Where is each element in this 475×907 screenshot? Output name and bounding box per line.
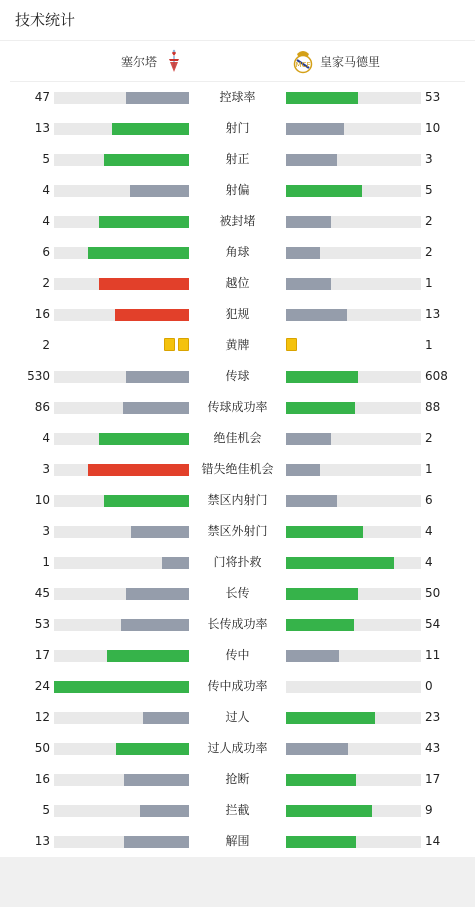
home-value: 10 xyxy=(34,493,50,507)
away-bar-track xyxy=(286,495,421,507)
away-value: 2 xyxy=(425,431,433,445)
away-value: 1 xyxy=(425,276,433,290)
away-bar-track xyxy=(286,216,421,228)
stat-row xyxy=(0,764,475,795)
home-value: 4 xyxy=(42,214,50,228)
home-bar-fill xyxy=(115,309,189,321)
away-team-name: 皇家马德里 xyxy=(320,54,381,69)
home-bar-track xyxy=(54,278,189,290)
home-bar-fill xyxy=(88,464,189,476)
home-value: 4 xyxy=(42,431,50,445)
home-value: 45 xyxy=(34,586,50,600)
away-value: 9 xyxy=(425,803,433,817)
home-bar-fill xyxy=(104,495,189,507)
away-bar-fill xyxy=(286,743,348,755)
home-bar-track xyxy=(54,557,189,569)
home-bar-track xyxy=(54,774,189,786)
home-value: 2 xyxy=(42,338,50,352)
stat-row xyxy=(0,640,475,671)
home-bar-fill xyxy=(126,371,189,383)
home-value: 13 xyxy=(34,121,50,135)
away-value: 88 xyxy=(425,400,441,414)
away-bar-fill xyxy=(286,402,355,414)
away-value: 10 xyxy=(425,121,441,135)
stat-row xyxy=(0,361,475,392)
away-bar-fill xyxy=(286,774,356,786)
home-bar-fill xyxy=(112,123,189,135)
stat-row xyxy=(0,237,475,268)
stat-label: 射正 xyxy=(225,152,250,166)
stat-label: 控球率 xyxy=(219,90,256,104)
stat-row xyxy=(0,268,475,299)
home-value: 50 xyxy=(34,741,50,755)
stat-row xyxy=(0,671,475,702)
stat-row xyxy=(0,144,475,175)
home-team[interactable] xyxy=(121,41,185,81)
away-bar-fill xyxy=(286,650,339,662)
away-bar-track xyxy=(286,588,421,600)
stat-row xyxy=(0,547,475,578)
home-bar-track xyxy=(54,92,189,104)
away-bar-fill xyxy=(286,712,375,724)
home-value: 13 xyxy=(34,834,50,848)
stat-label: 被封堵 xyxy=(219,214,256,228)
away-bar-track xyxy=(286,433,421,445)
home-bar-fill xyxy=(143,712,189,724)
away-yellow-cards xyxy=(286,338,297,351)
home-bar-fill xyxy=(162,557,189,569)
away-bar-track xyxy=(286,247,421,259)
home-bar-track xyxy=(54,526,189,538)
stat-label: 犯规 xyxy=(225,307,250,321)
stat-label: 射门 xyxy=(225,121,250,135)
away-bar-fill xyxy=(286,371,358,383)
away-bar-track xyxy=(286,650,421,662)
stat-label: 传中 xyxy=(225,648,250,662)
teams-header xyxy=(10,41,465,82)
home-value: 1 xyxy=(42,555,50,569)
stat-label: 越位 xyxy=(225,276,250,290)
home-value: 530 xyxy=(27,369,50,383)
home-bar-track xyxy=(54,588,189,600)
stat-row xyxy=(0,733,475,764)
stat-label: 传球成功率 xyxy=(207,400,268,414)
away-bar-fill xyxy=(286,619,354,631)
stat-row xyxy=(0,702,475,733)
home-value: 17 xyxy=(34,648,50,662)
away-bar-track xyxy=(286,123,421,135)
away-value: 11 xyxy=(425,648,441,662)
away-bar-fill xyxy=(286,185,362,197)
away-bar-track xyxy=(286,681,421,693)
home-bar-track xyxy=(54,433,189,445)
stat-label: 错失绝佳机会 xyxy=(201,462,274,476)
home-value: 5 xyxy=(42,152,50,166)
home-value: 16 xyxy=(34,772,50,786)
home-bar-track xyxy=(54,185,189,197)
home-value: 6 xyxy=(42,245,50,259)
away-team[interactable] xyxy=(292,41,380,81)
stat-row xyxy=(0,82,475,113)
yellow-card-icon xyxy=(178,338,189,351)
away-bar-track xyxy=(286,557,421,569)
away-value: 608 xyxy=(425,369,448,383)
stat-row xyxy=(0,423,475,454)
away-bar-track xyxy=(286,154,421,166)
stat-label: 绝佳机会 xyxy=(213,431,262,445)
stat-row xyxy=(0,578,475,609)
home-bar-fill xyxy=(116,743,189,755)
away-bar-fill xyxy=(286,278,331,290)
stat-label: 角球 xyxy=(225,245,250,259)
home-bar-fill xyxy=(123,402,189,414)
away-bar-fill xyxy=(286,805,372,817)
stat-label: 抢断 xyxy=(225,772,250,786)
stat-row xyxy=(0,113,475,144)
away-bar-track xyxy=(286,309,421,321)
stat-row xyxy=(0,826,475,857)
stat-label: 长传成功率 xyxy=(207,617,268,631)
stat-row xyxy=(0,175,475,206)
away-bar-fill xyxy=(286,154,337,166)
away-value: 3 xyxy=(425,152,433,166)
away-bar-track xyxy=(286,836,421,848)
home-bar-track xyxy=(54,836,189,848)
celta-crest-icon xyxy=(163,48,185,74)
away-bar-fill xyxy=(286,247,320,259)
stat-row xyxy=(0,330,475,361)
home-value: 53 xyxy=(34,617,50,631)
away-value: 23 xyxy=(425,710,441,724)
away-value: 13 xyxy=(425,307,441,321)
home-bar-fill xyxy=(88,247,189,259)
away-bar-fill xyxy=(286,433,331,445)
home-bar-fill xyxy=(131,526,189,538)
away-bar-track xyxy=(286,712,421,724)
yellow-card-icon xyxy=(286,338,297,351)
stat-label: 禁区内射门 xyxy=(207,493,268,507)
away-bar-fill xyxy=(286,216,331,228)
home-bar-fill xyxy=(140,805,189,817)
away-bar-fill xyxy=(286,309,347,321)
away-bar-fill xyxy=(286,588,358,600)
stat-label: 禁区外射门 xyxy=(207,524,268,538)
stat-label: 拦截 xyxy=(225,803,250,817)
home-bar-fill xyxy=(54,681,189,693)
stat-row xyxy=(0,454,475,485)
home-bar-fill xyxy=(124,774,189,786)
home-bar-fill xyxy=(104,154,189,166)
stat-row xyxy=(0,609,475,640)
home-bar-fill xyxy=(99,216,189,228)
away-value: 1 xyxy=(425,462,433,476)
home-team-name: 塞尔塔 xyxy=(120,54,157,69)
away-value: 1 xyxy=(425,338,433,352)
away-value: 54 xyxy=(425,617,441,631)
home-bar-track xyxy=(54,309,189,321)
home-bar-fill xyxy=(126,588,189,600)
away-bar-track xyxy=(286,619,421,631)
away-bar-fill xyxy=(286,836,356,848)
away-value: 5 xyxy=(425,183,433,197)
away-bar-track xyxy=(286,185,421,197)
home-bar-fill xyxy=(126,92,189,104)
away-value: 4 xyxy=(425,555,433,569)
stats-list xyxy=(0,82,475,857)
home-value: 2 xyxy=(42,276,50,290)
stat-label: 过人 xyxy=(225,710,250,724)
away-bar-track xyxy=(286,774,421,786)
away-bar-fill xyxy=(286,92,358,104)
home-bar-track xyxy=(54,619,189,631)
yellow-card-icon xyxy=(164,338,175,351)
away-bar-track xyxy=(286,743,421,755)
away-bar-track xyxy=(286,526,421,538)
home-value: 4 xyxy=(42,183,50,197)
away-bar-fill xyxy=(286,526,363,538)
home-bar-track xyxy=(54,154,189,166)
away-bar-track xyxy=(286,402,421,414)
home-value: 3 xyxy=(42,462,50,476)
home-value: 16 xyxy=(34,307,50,321)
away-value: 43 xyxy=(425,741,441,755)
away-value: 14 xyxy=(425,834,441,848)
stat-row xyxy=(0,206,475,237)
home-bar-track xyxy=(54,712,189,724)
home-bar-fill xyxy=(121,619,189,631)
away-bar-track xyxy=(286,278,421,290)
stat-row xyxy=(0,392,475,423)
home-yellow-cards xyxy=(164,338,189,351)
away-value: 2 xyxy=(425,245,433,259)
away-value: 4 xyxy=(425,524,433,538)
home-bar-fill xyxy=(99,433,189,445)
home-bar-track xyxy=(54,216,189,228)
home-bar-track xyxy=(54,402,189,414)
home-bar-track xyxy=(54,495,189,507)
stat-label: 黄牌 xyxy=(225,338,250,352)
stat-row xyxy=(0,485,475,516)
stat-row xyxy=(0,299,475,330)
home-value: 24 xyxy=(34,679,50,693)
home-value: 86 xyxy=(34,400,50,414)
stat-label: 解围 xyxy=(225,834,250,848)
away-bar-fill xyxy=(286,557,394,569)
home-bar-track xyxy=(54,123,189,135)
stat-label: 门将扑救 xyxy=(213,555,262,569)
away-bar-track xyxy=(286,464,421,476)
away-bar-track xyxy=(286,92,421,104)
home-bar-track xyxy=(54,805,189,817)
home-bar-track xyxy=(54,681,189,693)
home-bar-track xyxy=(54,743,189,755)
home-value: 47 xyxy=(34,90,50,104)
away-value: 2 xyxy=(425,214,433,228)
home-bar-track xyxy=(54,371,189,383)
stat-label: 过人成功率 xyxy=(207,741,268,755)
away-value: 53 xyxy=(425,90,441,104)
away-bar-track xyxy=(286,805,421,817)
away-value: 6 xyxy=(425,493,433,507)
page-title: 技术统计 xyxy=(0,0,475,41)
home-bar-fill xyxy=(99,278,189,290)
away-bar-fill xyxy=(286,464,320,476)
home-bar-fill xyxy=(130,185,189,197)
home-bar-track xyxy=(54,464,189,476)
stat-label: 长传 xyxy=(225,586,250,600)
home-bar-fill xyxy=(107,650,189,662)
home-bar-track xyxy=(54,650,189,662)
stat-row xyxy=(0,516,475,547)
home-value: 5 xyxy=(42,803,50,817)
stat-label: 射偏 xyxy=(225,183,250,197)
stat-label: 传中成功率 xyxy=(207,679,268,693)
real-madrid-crest-icon xyxy=(292,48,314,74)
stat-label: 传球 xyxy=(225,369,250,383)
away-bar-fill xyxy=(286,123,344,135)
away-value: 0 xyxy=(425,679,433,693)
away-value: 50 xyxy=(425,586,441,600)
away-bar-track xyxy=(286,371,421,383)
home-bar-track xyxy=(54,247,189,259)
home-value: 3 xyxy=(42,524,50,538)
away-value: 17 xyxy=(425,772,441,786)
home-bar-fill xyxy=(124,836,189,848)
svg-text:MCF: MCF xyxy=(295,61,311,69)
stat-row xyxy=(0,795,475,826)
away-bar-fill xyxy=(286,495,337,507)
home-value: 12 xyxy=(34,710,50,724)
